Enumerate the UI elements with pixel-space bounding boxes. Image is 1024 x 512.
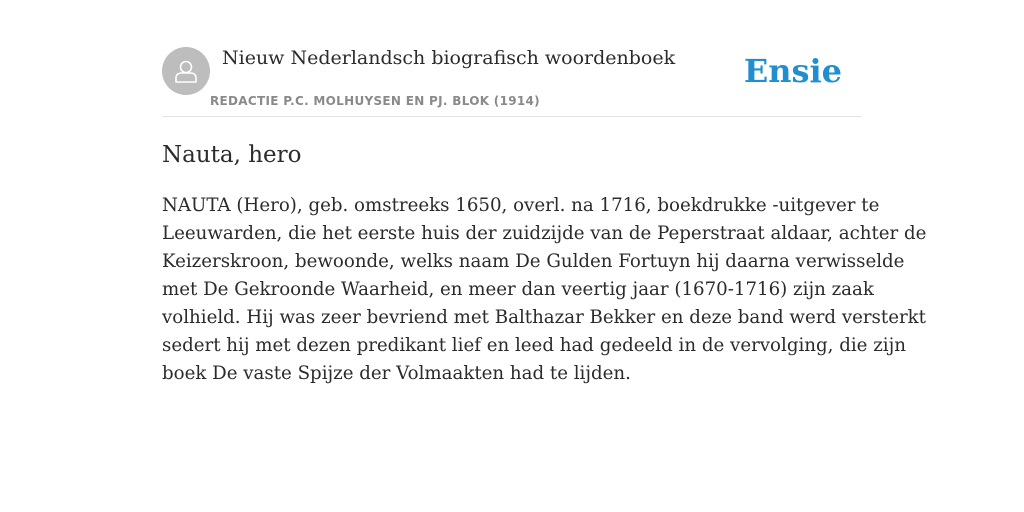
book-title[interactable]: Nieuw Nederlandsch biografisch woordenboek — [222, 47, 676, 69]
entry-body — [162, 192, 927, 388]
entry-body-line: NAUTA (Hero), geb. omstreeks 1650, overl. na 1716, boekdrukke -uitgever te — [162, 195, 880, 216]
editors-subtitle: REDACTIE P.C. MOLHUYSEN EN PJ. BLOK (1914) — [210, 94, 540, 108]
entry-body-line: met De Gekroonde Waarheid, en meer dan veertig jaar (1670-1716) zijn zaak — [162, 279, 874, 300]
user-avatar-icon[interactable] — [162, 47, 210, 95]
ensie-logo[interactable]: Ensie — [743, 52, 842, 90]
entry-body-line: Leeuwarden, die het eerste huis der zuidzijde van de Peperstraat aldaar, achter de — [162, 223, 927, 244]
entry-body-line: sedert hij met dezen predikant lief en leed had gedeeld in de vervolging, die zijn — [162, 335, 906, 356]
entry-body-line: boek De vaste Spijze der Volmaakten had te lijden. — [162, 363, 631, 384]
entry-body-line: Keizerskroon, bewoonde, welks naam De Gulden Fortuyn hij daarna verwisselde — [162, 251, 905, 272]
entry-body-line: volhield. Hij was zeer bevriend met Balthazar Bekker en deze band werd versterkt — [162, 307, 926, 328]
entry-title: Nauta, hero — [162, 142, 302, 168]
header — [162, 46, 862, 117]
person-outline-icon — [171, 56, 201, 86]
